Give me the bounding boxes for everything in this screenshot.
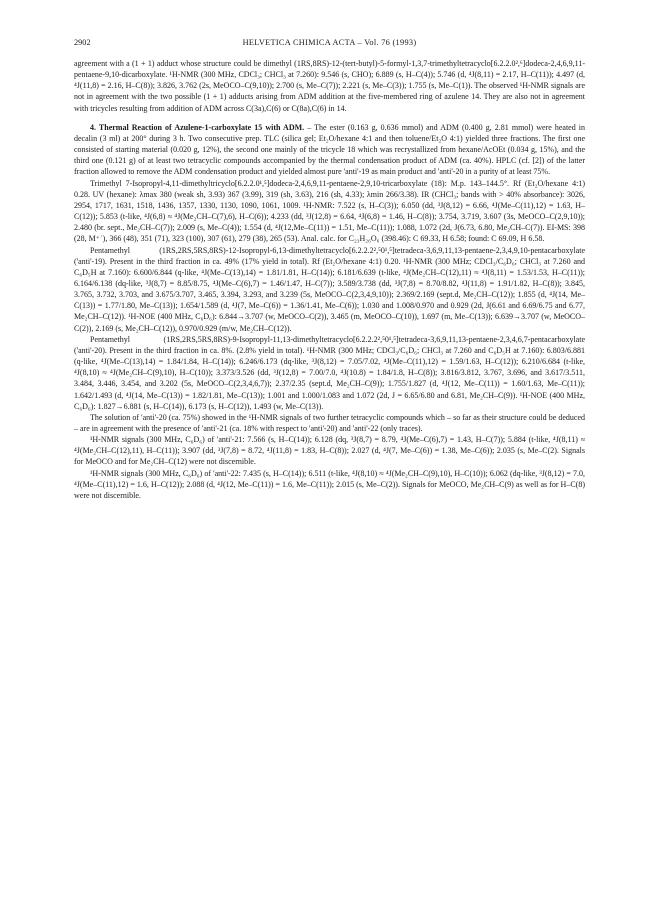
section-text: – The ester (0.163 g, 0.636 mmol) and ADM (0.400 g, 2.81 mmol) were heated in decalin (3 ml) at 200° during 3 h. Two consecutive prep. TLC (silica gel; Et₂O/hexane 4:1 and then toluene/Et₂O 4:1) yielded three fractions. The first one consisted of starting material (0.020 g, 12%), the second one mainly of the tricycle 18 which was recrystallized from hexane/AcOEt (0.034 g, 15%), and the third one (0.121 g) of at least two tetracyclic compounds accompanied by the thermal condensation product of ADM (ca. 40%). HPLC (cf. [2]) of the latter fraction allowed to remove the ADM condensation product and yielded almost pure 'anti'-19 as main product and 'anti'-20 in a purity of at least 75%.: [74, 122, 586, 177]
body-text: [74, 58, 585, 501]
nmr-anti-21: ¹H-NMR signals (300 MHz, C₆D₆) of 'anti'-21: 7.566 (s, H–C(14)); 6.128 (dq, ³J(8,7) = 8.79, ⁴J(Me–C(6),7) = 1.43, H–C(7)); 5.884 (t-like, ⁴J(8,11) ≈ ⁴J(Me₂CH–C(12),11), H–C(11)); 3.907 (dd, ³J(7,8) = 8.72, ⁴J(11,8) = 1.83, H–C(8)); 2.027 (d, ⁴J(7, Me–C(6)) = 1.38, Me–C(6)); 2.035 (s, Me–C(2). Signals for MeOCO and for Me₂CH–C(12) were not discernible.: [74, 435, 585, 467]
compound-entry-anti-20: Pentamethyl (1RS,2RS,5RS,8RS)-9-Isopropyl-11,13-dimethyltetracyclo[6.2.2.2²,⁵0¹,⁵]tetradeca-3,6,9,11,13-pentaene-2,3,4,6,7-pentacarboxylate ('anti'-20). Present in the third fraction in ca. 8%. (2.8% yield in total). ¹H-NMR (300 MHz; CDCl₃/C₆D₆; CHCl₃ at 7.260 and C₆D₅H at 7.160): 6.803/6.881 (q-like, ⁴J(Me–C(13),14) = 1.84/1.84, H–C(14)); 6.246/6.173 (dq-like, ³J(8,12) = 7.05/7.02, ⁴J(Me–C(11),12) = 1.59/1.63, H–C(12)); 6.210/6.684 (t-like, ⁴J(8,10) ≈ ⁴J(Me₂CH–C(9),10), H–C(10)); 3.373/3.526 (dd, ³J(12,8) = 7.00/7.0, ⁴J(10.8) = 1.84/1.8, H–C(8)); 3.816/3.812, 3.767, 3.696, and 3.617/3.511, 3.484, 3.446, 3.454, and 3.202 (5s, MeOCO–C(2,3,4,6,7)); 2.37/2.35 (sept.d, Me₂CH–C(9)); 1.755/1.827 (d, ⁴J(12, Me–C(11)) = 1.60/1.63, Me–C(11)); 1.642/1.493 (d, ⁴J(14, Me–C(13)) = 1.82/1.81, Me–C(13)); 1.001 and 1.000/1.083 and 1.072 (2d, J = 6.65/6.80 and 6.81, Me₂CH–C(9)). ¹H-NOE (400 MHz, C₆D₆): 1.827→6.881 (s, H–C(14)), 6.173 (s, H–C(12)), 1.493 (w, Me–C(13)).: [74, 334, 585, 411]
paragraph-continuation: agreement with a (1 + 1) adduct whose structure could be dimethyl (1RS,8RS)-12-(tert-butyl)-5-formyl-1,3,7-trimethyltetracyclo[6.2.2.0²,⁶]dodeca-2,4,6,9,11-pentaene-9,10-dicarboxylate. ¹H-NMR (300 MHz, CDCl₃; CHCl₃ at 7.260): 9.546 (s, CHO); 6.889 (s, H–C(4)); 5.746 (d, ⁴J(8,11) = 2.17, H–C(11)); 4.497 (d, ⁴J(11,8) = 2.16, H–C(8)); 3.826, 3.762 (2s, MeOCO–C(9,10)); 2.700 (s, Me–C(7)); 2.221 (s, Me–C(3)); 1.755 (s, Me–C(1)). The observed ¹H-NMR signals are not in agreement with the two possible (1 + 1) adducts arising from ADM addition at the five-membered ring of azulene 14. They are also not in agreement with tricycles resulting from addition of ADM across C(3a),C(6) or C(8a),C(6) in 14.: [74, 59, 585, 113]
nmr-anti-22: ¹H-NMR signals (300 MHz, C₆D₆) of 'anti'-22: 7.435 (s, H–C(14)); 6.511 (t-like, ⁴J(8,10) ≈ ⁴J(Me₂CH–C(9),10), H–C(10)); 6.062 (dq-like, ³J(8,12) = 7.0, ⁴J(Me–C(11),12) = 1.6, H–C(12)); 2.088 (d, ⁴J(12, Me–C(11)) = 1.6, Me–C(11)); 2.015 (s, Me–C(2)). Signals for MeOCO, Me₂CH–C(9) as well as for H–C(8) were not discernible.: [74, 468, 585, 500]
compound-entry-anti-19: Pentamethyl (1RS,2RS,5RS,8RS)-12-Isopropyl-6,13-dimethyltetracyclo[6.2.2.2²,⁵0¹,⁵]tetradeca-3,6,9,11,13-pentaene-2,3,4,9,10-pentacarboxylate ('anti'-19). Present in the third fraction in ca. 49% (17% yield in total). Rf (Et₂O/hexane 4:1) 0.20. ¹H-NMR (300 MHz; CDCl₃/C₆D₆; CHCl₃ at 7.260 and C₆D₅H at 7.160): 6.600/6.844 (q-like, ⁴J(Me–C(13),14) = 1.81/1.81, H–C(14)); 6.181/6.639 (t-like, ⁴J(Me₂CH–C(12),11) ≈ ⁴J(8,11) = 1.53/1.53, H–C(11)); 6.164/6.138 (dq-like, ³J(8,7) = 8.85/8.75, ⁴J(Me–C(6),7) = 1.46/1.47, H–C(7)); 3.589/3.738 (dd, ³J(7,8) = 8.70/8.82, ⁴J(11,8) = 1.91/1.82, H–C(8)); 3.845, 3.765, 3.732, 3.703, and 3.675/3.707, 3.465, 3.394, 3.293, and 3.239 (5s, MeOCO–C(2,3,4,9,10)); 2.369/2.169 (sept.d, Me₂CH–C(12)); 1.855 (d, ⁴J(14, Me–C(13)) = 1.77/1.80, Me–C(13)); 1.654/1.589 (d, ⁴J(7, Me–C(6)) = 1.36/1.41, Me–C(6)); 1.030 and 1.008/0.970 and 0.929 (2d, J(6.61 and 6.69/6.75 and 6.77, Me₂CH–C(12)). ¹H-NOE (400 MHz, C₆D₆): 6.844→3.707 (w, MeOCO–C(2)), 3.465 (m, MeOCO–C(10)), 1.697 (m, Me–C(13)); 6.639→3.707 (w, MeOCO–C(2)), 2.169 (s, Me₂CH–C(12)), 0.970/0.929 (m/w, Me₂CH–C(12)).: [74, 245, 585, 333]
page-number: 2902: [74, 38, 91, 47]
section-title: 4. Thermal Reaction of Azulene-1-carboxylate 15 with ADM.: [90, 122, 305, 132]
paragraph-anti-20-solution: The solution of 'anti'-20 (ca. 75%) showed in the ¹H-NMR signals of two further tetracyclic compounds which – so far as their structure could be deduced – are in agreement with the presence of 'anti'-21 (ca. 18% with respect to 'anti'-20) and 'anti'-22 (only traces).: [74, 412, 585, 433]
compound-entry-18: Trimethyl 7-Isopropyl-4,11-dimethyltricyclo[6.2.2.0¹,⁵]dodeca-2,4,6,9,11-pentaene-2,9,10-tricarboxylate (18): M.p. 143–144.5°. Rf (Et₂O/hexane 4:1) 0.28. UV (hexane): λmax 380 (weak sh, 3.93) 367 (3.99), 319 (sh, 3.63), 216 (sh, 4.33); λmin 266/3.38). IR (CHCl₃; bands with > 40% absorbance): 3026, 2954, 1717, 1631, 1518, 1436, 1357, 1330, 1130, 1090, 1061, 1009. ¹H-NMR: 7.522 (s, H–C(3)); 6.050 (dd, ³J(8,12) = 6.66, ⁴J(Me–C(11),12) = 1.63, H–C(12)); 5.853 (t-like, ⁴J(6,8) ≈ ⁴J(Me₂CH–C(7),6), H–C(6)); 4.233 (dd, ³J(12,8) = 6.64, ⁴J(6,8) = 1.46, H–C(8)); 3.754, 3.719, 3.607 (3s, MeOCO–C(2,9,10)); 2.480 (br. sept., Me₂CH–C(7)); 2.009 (s, Me–C(4)); 1.554 (d, ⁴J(12,Me–C(11)) = 1.51, Me–C(11)); 1.088, 1.072 (2d, J(6.73, 6.80, Me₂CH–C(7)). EI-MS: 398 (28, M⁺˙), 366 (48), 351 (71), 323 (100), 307 (61), 279 (38), 265 (53). Anal. calc. for C₂₃H₂₆O₆ (398.46): C 69.33, H 6.58; found: C 69.09, H 6.58.: [74, 178, 585, 244]
section-heading: [74, 122, 585, 178]
running-header: [74, 37, 585, 49]
journal-title: HELVETICA CHIMICA ACTA – Vol. 76 (1993): [242, 38, 417, 47]
